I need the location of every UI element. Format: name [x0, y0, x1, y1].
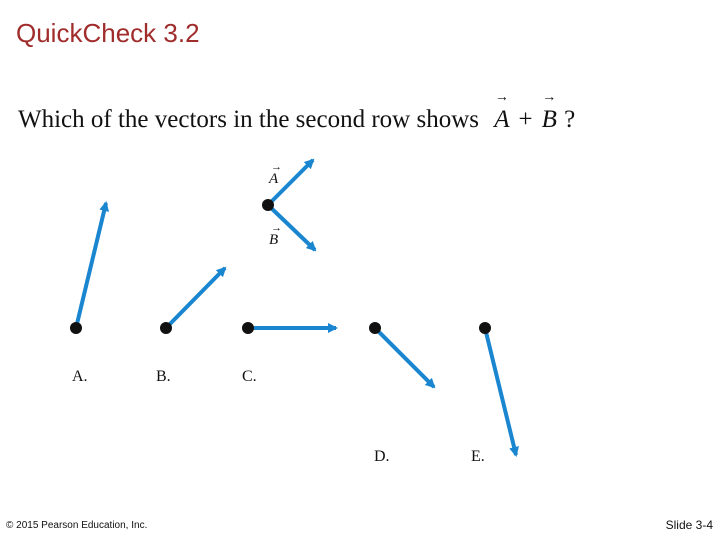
slide-number: Slide 3-4: [665, 518, 713, 532]
option-c-label: C.: [242, 368, 257, 385]
option-d-arrow: [375, 328, 434, 387]
option-c[interactable]: [242, 322, 336, 385]
option-d[interactable]: [369, 322, 434, 465]
option-b[interactable]: [156, 268, 225, 385]
reference-vector-b-arrowhead-label: →: [271, 222, 282, 234]
reference-vectors: [262, 160, 315, 250]
question-prefix: Which of the vectors in the second row shows: [18, 106, 479, 133]
reference-vector-b-label: B: [269, 232, 279, 248]
option-d-origin-dot: [369, 322, 381, 334]
vector-b-symbol: → B: [541, 106, 558, 134]
option-b-arrow: [166, 268, 225, 328]
vector-a-symbol: → A: [493, 106, 510, 134]
option-c-origin-dot: [242, 322, 254, 334]
option-e[interactable]: [471, 322, 516, 465]
option-a[interactable]: [70, 203, 106, 385]
option-b-origin-dot: [160, 322, 172, 334]
reference-origin-dot: [262, 199, 274, 211]
option-e-label: E.: [471, 448, 485, 465]
question-suffix: ?: [564, 106, 576, 133]
option-e-origin-dot: [479, 322, 491, 334]
option-a-origin-dot: [70, 322, 82, 334]
reference-vector-a-arrowhead-label: →: [271, 161, 282, 173]
option-b-label: B.: [156, 368, 171, 385]
copyright-notice: © 2015 Pearson Education, Inc.: [6, 520, 148, 531]
reference-vector-a-label: A: [269, 171, 279, 187]
option-e-arrow: [485, 328, 516, 455]
option-d-label: D.: [374, 448, 390, 465]
option-a-arrow: [76, 203, 106, 328]
slide-title: QuickCheck 3.2: [16, 18, 200, 48]
plus-operator: +: [518, 106, 533, 133]
option-a-label: A.: [72, 368, 88, 385]
